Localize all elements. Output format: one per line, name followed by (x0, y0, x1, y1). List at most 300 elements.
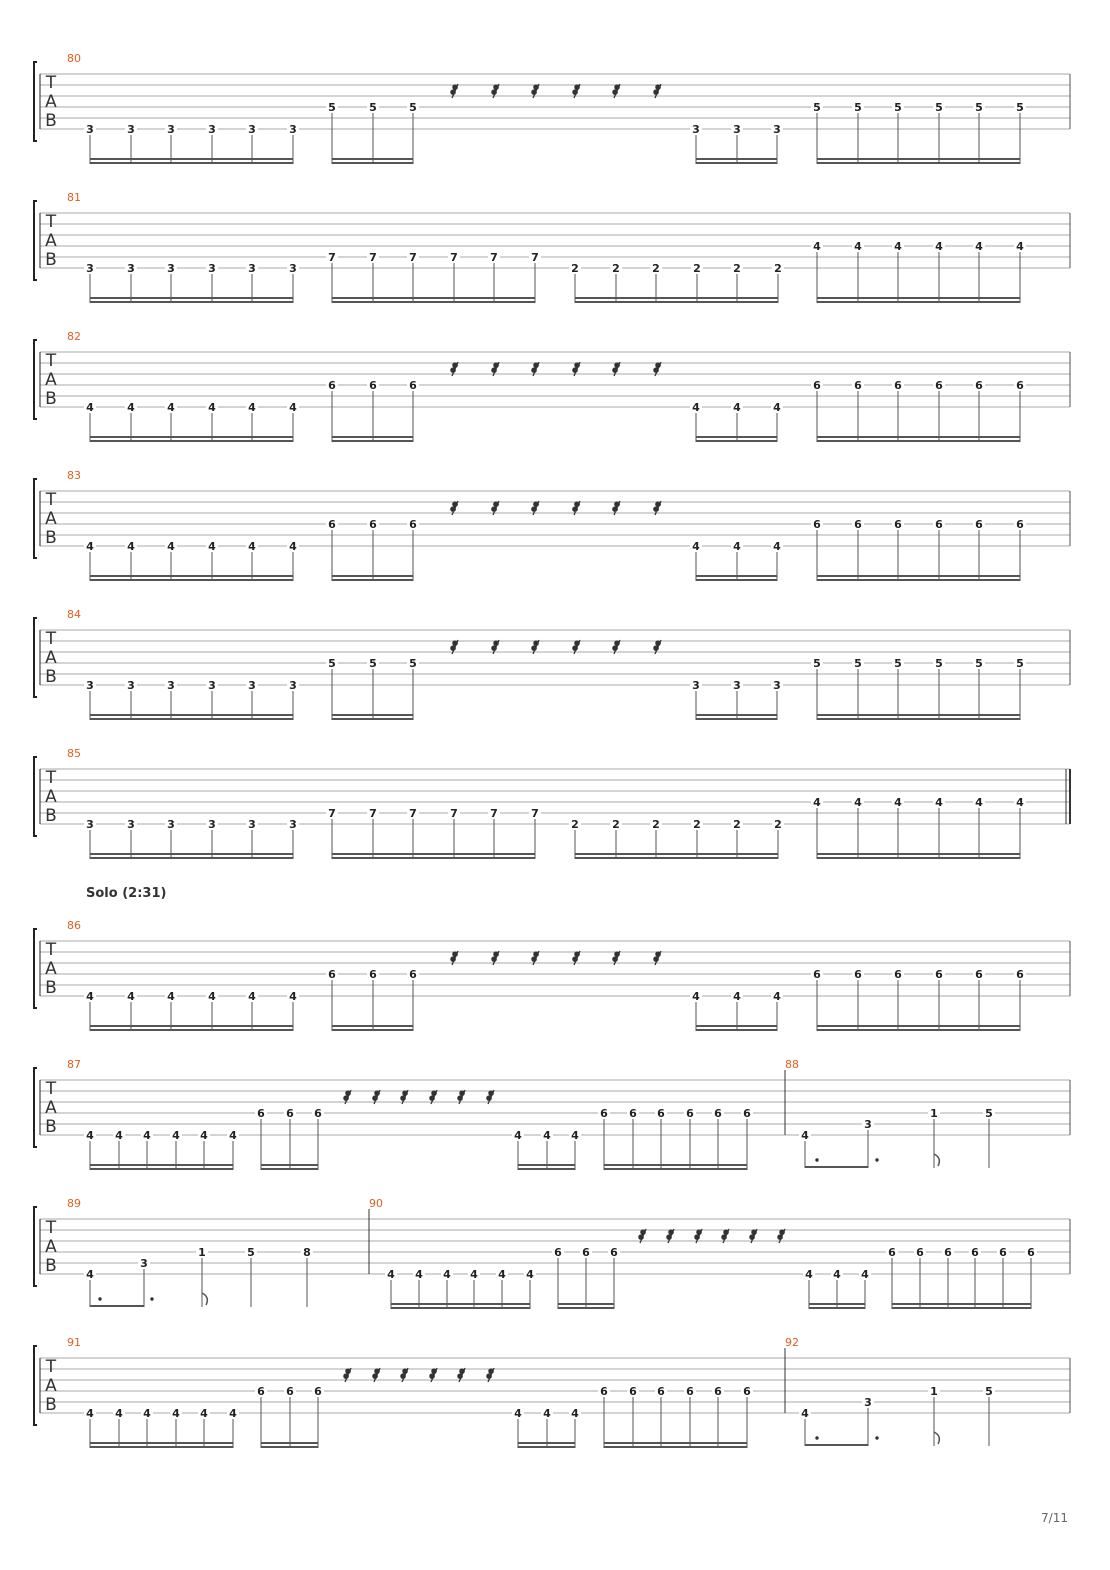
fret-number: 7 (328, 807, 336, 820)
fret-number: 4 (289, 540, 297, 553)
tab-system-83 (34, 469, 1070, 581)
fret-number: 4 (801, 1129, 809, 1142)
fret-number: 6 (600, 1385, 608, 1398)
fret-number: 3 (167, 679, 175, 692)
system-bracket (34, 340, 37, 419)
tab-system-80 (34, 52, 1070, 164)
dot (98, 1297, 101, 1300)
beam (518, 1164, 575, 1166)
beam (696, 440, 777, 442)
beam (332, 158, 413, 160)
fret-number: 4 (894, 796, 902, 809)
fret-number: 4 (833, 1268, 841, 1281)
beam (817, 158, 1020, 160)
fret-number: 4 (692, 401, 700, 414)
fret-number: 5 (247, 1246, 255, 1259)
system-bracket (34, 929, 37, 1008)
beam (817, 714, 1020, 716)
fret-number: 5 (854, 101, 862, 114)
fret-number: 6 (1016, 518, 1024, 531)
fret-number: 2 (612, 818, 620, 831)
beam (817, 301, 1020, 303)
fret-number: 4 (692, 990, 700, 1003)
fret-number: 6 (743, 1107, 751, 1120)
fret-number: 4 (443, 1268, 451, 1281)
fret-number: 4 (571, 1129, 579, 1142)
tab-clef-letter: T (45, 490, 57, 510)
fret-number: 4 (813, 240, 821, 253)
tab-clef-letter: B (45, 528, 57, 548)
beam (696, 579, 777, 581)
fret-number: 4 (172, 1129, 180, 1142)
tab-system-91 (34, 1336, 1070, 1448)
fret-number: 5 (1016, 657, 1024, 670)
fret-number: 4 (167, 990, 175, 1003)
beam (696, 162, 777, 164)
fret-number: 5 (369, 101, 377, 114)
tab-clef-letter: T (45, 1218, 57, 1238)
fret-number: 2 (693, 262, 701, 275)
fret-number: 5 (985, 1385, 993, 1398)
fret-number: 4 (289, 401, 297, 414)
beam (90, 162, 293, 164)
section-label: Solo (2:31) (86, 886, 167, 901)
tab-system-89 (34, 1197, 1070, 1309)
fret-number: 6 (657, 1385, 665, 1398)
fret-number: 4 (733, 401, 741, 414)
fret-number: 4 (543, 1407, 551, 1420)
fret-number: 6 (999, 1246, 1007, 1259)
fret-number: 3 (864, 1396, 872, 1409)
fret-number: 6 (314, 1107, 322, 1120)
fret-number: 3 (289, 262, 297, 275)
beam (696, 714, 777, 716)
fret-number: 4 (127, 990, 135, 1003)
fret-number: 4 (571, 1407, 579, 1420)
dot (150, 1297, 153, 1300)
fret-number: 5 (985, 1107, 993, 1120)
bar-number: 89 (67, 1197, 81, 1210)
beam (817, 857, 1020, 859)
beam (696, 158, 777, 160)
fret-number: 6 (600, 1107, 608, 1120)
fret-number: 3 (773, 123, 781, 136)
fret-number: 4 (514, 1129, 522, 1142)
fret-number: 4 (86, 1268, 94, 1281)
tab-clef-letter: T (45, 629, 57, 649)
fret-number: 2 (733, 262, 741, 275)
beam (518, 1442, 575, 1444)
fret-number: 4 (115, 1407, 123, 1420)
fret-number: 1 (198, 1246, 206, 1259)
bar-number: 84 (67, 608, 81, 621)
fret-number: 6 (286, 1385, 294, 1398)
fret-number: 4 (935, 240, 943, 253)
dot (875, 1436, 878, 1439)
beam (90, 718, 293, 720)
fret-number: 2 (652, 818, 660, 831)
beam (332, 579, 413, 581)
fret-number: 4 (861, 1268, 869, 1281)
fret-number: 4 (208, 540, 216, 553)
beam (696, 575, 777, 577)
fret-number: 4 (229, 1407, 237, 1420)
tab-clef-letter: T (45, 1357, 57, 1377)
fret-number: 1 (930, 1385, 938, 1398)
dot (815, 1158, 818, 1161)
fret-number: 6 (854, 518, 862, 531)
fret-number: 2 (693, 818, 701, 831)
beam (892, 1307, 1031, 1309)
fret-number: 6 (369, 518, 377, 531)
tab-clef-letter: B (45, 1256, 57, 1276)
beam (332, 1025, 413, 1027)
fret-number: 3 (208, 679, 216, 692)
fret-number: 7 (328, 251, 336, 264)
beam (332, 714, 413, 716)
fret-number: 2 (733, 818, 741, 831)
beam (604, 1168, 747, 1170)
tab-system-86 (34, 919, 1070, 1031)
system-bracket (34, 757, 37, 836)
fret-number: 4 (127, 401, 135, 414)
fret-number: 6 (894, 379, 902, 392)
system-bracket (34, 1346, 37, 1425)
fret-number: 6 (328, 968, 336, 981)
beam (604, 1446, 747, 1448)
fret-number: 6 (975, 518, 983, 531)
fret-number: 4 (1016, 240, 1024, 253)
beam (332, 857, 535, 859)
beam (575, 857, 778, 859)
fret-number: 3 (248, 679, 256, 692)
beam (90, 301, 293, 303)
fret-number: 7 (369, 251, 377, 264)
beam (90, 1029, 293, 1031)
bar-number: 86 (67, 919, 81, 932)
fret-number: 5 (1016, 101, 1024, 114)
tab-clef-letter: B (45, 1117, 57, 1137)
beam (261, 1168, 318, 1170)
beam (604, 1442, 747, 1444)
beam (90, 1025, 293, 1027)
beam (575, 297, 778, 299)
beam (332, 1029, 413, 1031)
fret-number: 4 (248, 401, 256, 414)
fret-number: 3 (692, 679, 700, 692)
fret-number: 3 (733, 679, 741, 692)
tab-clef-letter: B (45, 806, 57, 826)
fret-number: 5 (894, 101, 902, 114)
fret-number: 6 (1016, 968, 1024, 981)
beam (261, 1164, 318, 1166)
fret-number: 3 (167, 123, 175, 136)
tab-clef-letter: T (45, 351, 57, 371)
fret-number: 5 (894, 657, 902, 670)
tab-clef-letter: T (45, 768, 57, 788)
beam (90, 1305, 144, 1307)
fret-number: 6 (894, 968, 902, 981)
tab-system-84 (34, 608, 1070, 720)
fret-number: 7 (531, 251, 539, 264)
fret-number: 6 (743, 1385, 751, 1398)
beam (696, 1025, 777, 1027)
fret-number: 6 (894, 518, 902, 531)
fret-number: 4 (200, 1129, 208, 1142)
fret-number: 4 (248, 990, 256, 1003)
fret-number: 6 (854, 379, 862, 392)
beam (90, 436, 293, 438)
system-bracket (34, 201, 37, 280)
fret-number: 4 (805, 1268, 813, 1281)
beam (90, 1446, 233, 1448)
fret-number: 3 (289, 818, 297, 831)
beam (332, 575, 413, 577)
fret-number: 4 (143, 1129, 151, 1142)
fret-number: 6 (686, 1107, 694, 1120)
fret-number: 5 (854, 657, 862, 670)
beam (90, 158, 293, 160)
beam (892, 1303, 1031, 1305)
fret-number: 4 (86, 1129, 94, 1142)
beam (696, 436, 777, 438)
fret-number: 4 (470, 1268, 478, 1281)
tab-clef-letter: A (45, 92, 57, 112)
beam (332, 440, 413, 442)
fret-number: 6 (328, 518, 336, 531)
fret-number: 4 (172, 1407, 180, 1420)
fret-number: 6 (935, 968, 943, 981)
beam (817, 1025, 1020, 1027)
beam (391, 1307, 530, 1309)
tab-clef-letter: T (45, 73, 57, 93)
fret-number: 6 (328, 379, 336, 392)
beam (817, 162, 1020, 164)
fret-number: 4 (248, 540, 256, 553)
fret-number: 7 (409, 251, 417, 264)
fret-number: 4 (854, 796, 862, 809)
beam (90, 1442, 233, 1444)
fret-number: 5 (369, 657, 377, 670)
fret-number: 6 (944, 1246, 952, 1259)
fret-number: 7 (490, 251, 498, 264)
flag (934, 1154, 939, 1166)
fret-number: 4 (733, 990, 741, 1003)
fret-number: 6 (1016, 379, 1024, 392)
fret-number: 6 (975, 379, 983, 392)
system-bracket (34, 1207, 37, 1286)
fret-number: 4 (115, 1129, 123, 1142)
beam (261, 1442, 318, 1444)
beam (809, 1307, 865, 1309)
fret-number: 3 (864, 1118, 872, 1131)
fret-number: 7 (409, 807, 417, 820)
fret-number: 4 (526, 1268, 534, 1281)
fret-number: 3 (208, 262, 216, 275)
tab-system-82 (34, 330, 1070, 442)
fret-number: 4 (167, 540, 175, 553)
fret-number: 4 (514, 1407, 522, 1420)
tab-clef-letter: A (45, 1376, 57, 1396)
flag (202, 1293, 207, 1305)
fret-number: 4 (854, 240, 862, 253)
fret-number: 4 (208, 990, 216, 1003)
fret-number: 4 (1016, 796, 1024, 809)
tab-clef-letter: A (45, 509, 57, 529)
tab-clef-letter: A (45, 1237, 57, 1257)
fret-number: 6 (975, 968, 983, 981)
fret-number: 2 (612, 262, 620, 275)
beam (817, 718, 1020, 720)
fret-number: 7 (369, 807, 377, 820)
bar-number: 85 (67, 747, 81, 760)
fret-number: 5 (813, 657, 821, 670)
fret-number: 4 (289, 990, 297, 1003)
beam (90, 297, 293, 299)
fret-number: 6 (610, 1246, 618, 1259)
beam (575, 853, 778, 855)
fret-number: 6 (369, 968, 377, 981)
fret-number: 6 (935, 518, 943, 531)
fret-number: 3 (86, 262, 94, 275)
beam (90, 440, 293, 442)
beam (696, 718, 777, 720)
tab-clef-letter: T (45, 212, 57, 232)
fret-number: 5 (328, 657, 336, 670)
fret-number: 3 (289, 679, 297, 692)
fret-number: 3 (692, 123, 700, 136)
fret-number: 4 (387, 1268, 395, 1281)
system-bracket (34, 1068, 37, 1147)
beam (817, 440, 1020, 442)
fret-number: 4 (415, 1268, 423, 1281)
fret-number: 6 (1027, 1246, 1035, 1259)
tab-clef-letter: B (45, 978, 57, 998)
beam (332, 853, 535, 855)
fret-number: 4 (692, 540, 700, 553)
tab-clef-letter: A (45, 787, 57, 807)
beam (90, 857, 293, 859)
fret-number: 6 (686, 1385, 694, 1398)
tab-system-85 (34, 747, 1070, 859)
fret-number: 6 (554, 1246, 562, 1259)
beam (90, 579, 293, 581)
tab-clef-letter: A (45, 1098, 57, 1118)
beam (332, 436, 413, 438)
fret-number: 6 (888, 1246, 896, 1259)
fret-number: 4 (773, 401, 781, 414)
fret-number: 6 (971, 1246, 979, 1259)
fret-number: 3 (86, 123, 94, 136)
beam (817, 579, 1020, 581)
bar-number: 91 (67, 1336, 81, 1349)
fret-number: 6 (813, 379, 821, 392)
fret-number: 3 (208, 123, 216, 136)
fret-number: 4 (86, 1407, 94, 1420)
page-number: 7/11 (1041, 1511, 1068, 1525)
fret-number: 5 (935, 101, 943, 114)
fret-number: 4 (975, 796, 983, 809)
fret-number: 2 (652, 262, 660, 275)
system-bracket (34, 618, 37, 697)
fret-number: 7 (531, 807, 539, 820)
tab-clef-letter: T (45, 1079, 57, 1099)
fret-number: 5 (409, 101, 417, 114)
fret-number: 4 (801, 1407, 809, 1420)
fret-number: 6 (629, 1385, 637, 1398)
system-bracket (34, 479, 37, 558)
fret-number: 4 (86, 540, 94, 553)
fret-number: 3 (733, 123, 741, 136)
beam (817, 575, 1020, 577)
fret-number: 2 (774, 262, 782, 275)
tab-clef-letter: B (45, 1395, 57, 1415)
beam (817, 436, 1020, 438)
fret-number: 4 (143, 1407, 151, 1420)
fret-number: 7 (450, 807, 458, 820)
dot (875, 1158, 878, 1161)
fret-number: 4 (773, 990, 781, 1003)
fret-number: 5 (975, 657, 983, 670)
beam (90, 714, 293, 716)
fret-number: 6 (714, 1107, 722, 1120)
beam (696, 1029, 777, 1031)
tab-clef-letter: B (45, 111, 57, 131)
beam (261, 1446, 318, 1448)
beam (604, 1164, 747, 1166)
tab-system-87 (34, 1058, 1070, 1170)
fret-number: 6 (286, 1107, 294, 1120)
fret-number: 6 (813, 968, 821, 981)
fret-number: 3 (86, 679, 94, 692)
beam (90, 1164, 233, 1166)
fret-number: 6 (582, 1246, 590, 1259)
bar-number: 80 (67, 52, 81, 65)
beam (90, 853, 293, 855)
fret-number: 4 (229, 1129, 237, 1142)
beam (332, 301, 535, 303)
fret-number: 3 (167, 818, 175, 831)
beam (332, 162, 413, 164)
fret-number: 6 (257, 1107, 265, 1120)
fret-number: 3 (248, 123, 256, 136)
beam (805, 1166, 868, 1168)
tab-clef-letter: B (45, 667, 57, 687)
bar-number: 87 (67, 1058, 81, 1071)
fret-number: 5 (409, 657, 417, 670)
fret-number: 4 (813, 796, 821, 809)
fret-number: 6 (629, 1107, 637, 1120)
bar-number: 92 (785, 1336, 799, 1349)
beam (391, 1303, 530, 1305)
fret-number: 4 (935, 796, 943, 809)
tab-clef-letter: A (45, 231, 57, 251)
bar-number: 90 (369, 1197, 383, 1210)
fret-number: 8 (303, 1246, 311, 1259)
fret-number: 3 (127, 123, 135, 136)
fret-number: 2 (571, 262, 579, 275)
fret-number: 3 (167, 262, 175, 275)
tab-clef-letter: B (45, 389, 57, 409)
fret-number: 3 (127, 679, 135, 692)
fret-number: 6 (409, 968, 417, 981)
tab-clef-letter: B (45, 250, 57, 270)
beam (332, 718, 413, 720)
fret-number: 7 (450, 251, 458, 264)
tab-clef-letter: T (45, 940, 57, 960)
fret-number: 7 (490, 807, 498, 820)
fret-number: 6 (916, 1246, 924, 1259)
